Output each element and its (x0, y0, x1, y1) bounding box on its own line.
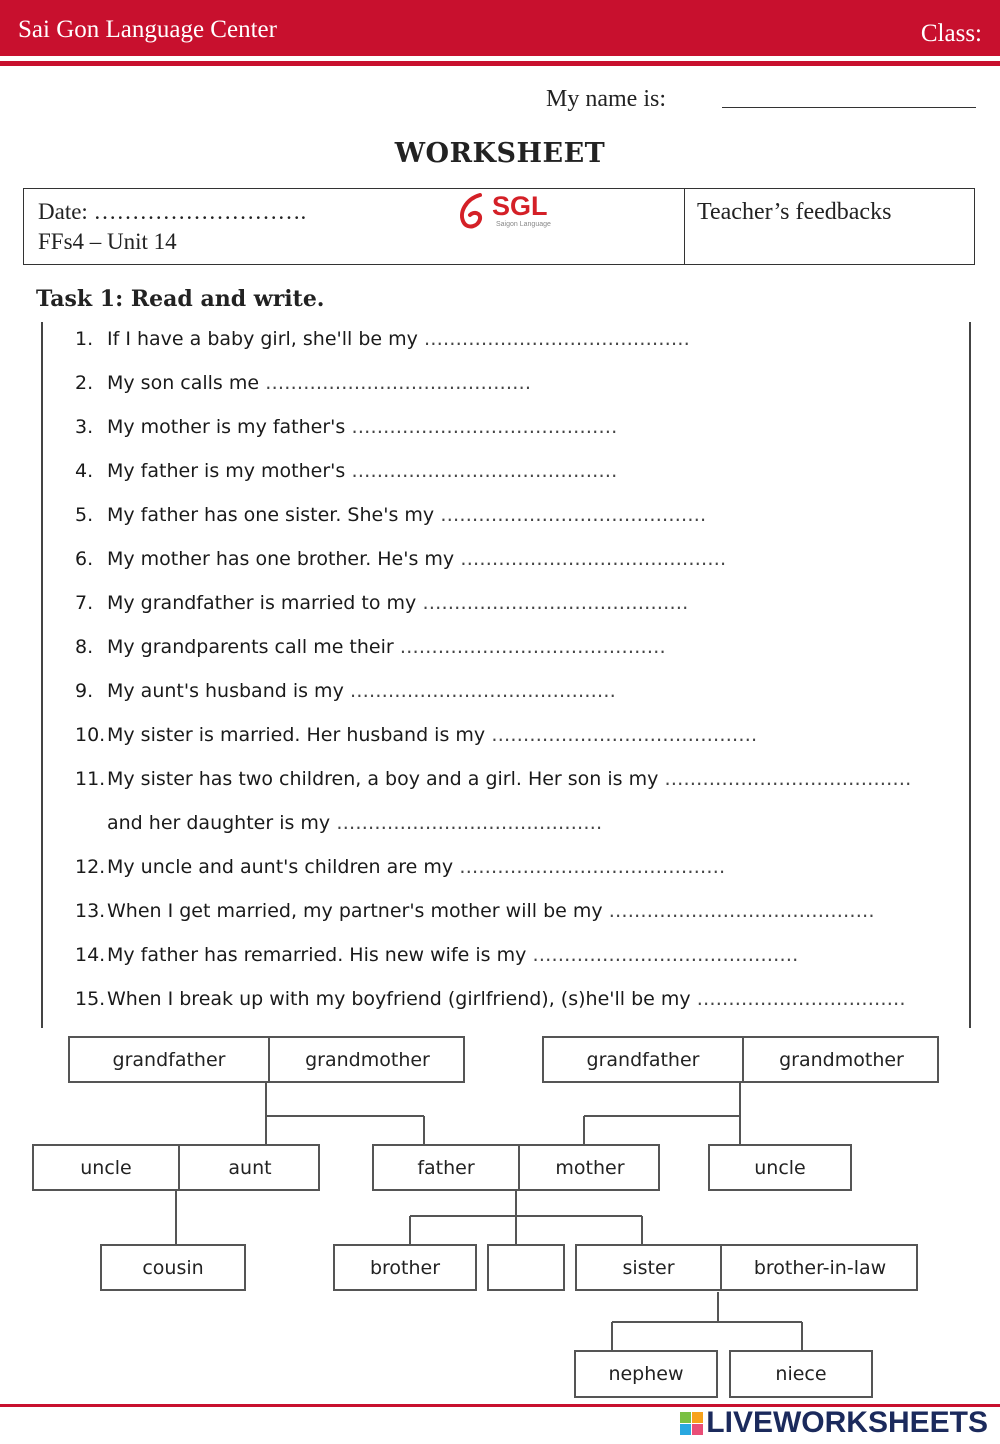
answer-blank[interactable]: …………………………………… (399, 636, 666, 658)
question-text: If I have a baby girl, she'll be my (107, 328, 418, 350)
question-item (75, 900, 875, 930)
sister-couple-node (575, 1244, 918, 1291)
task-title: Task 1: Read and write. (36, 286, 325, 312)
info-table (23, 188, 975, 265)
niece: niece (775, 1363, 827, 1385)
question-text: When I get married, my partner's mother will be my (107, 900, 603, 922)
cousin: cousin (142, 1256, 204, 1279)
question-number: 10. (75, 724, 106, 746)
grandmother-right: grandmother (742, 1038, 939, 1081)
question-item (75, 944, 798, 974)
question-item (75, 504, 706, 534)
unit-label: FFs4 – Unit 14 (38, 229, 177, 254)
question-number: 13. (75, 900, 106, 922)
question-text: and her daughter is my (107, 812, 331, 834)
answer-blank[interactable]: …………………………………… (423, 328, 690, 350)
question-item (75, 856, 725, 886)
question-number: 8. (75, 636, 94, 658)
question-item (75, 636, 666, 666)
question-text: My aunt's husband is my (107, 680, 344, 702)
question-item (75, 724, 757, 754)
father: father (417, 1156, 475, 1179)
answer-blank[interactable]: …………………………………… (459, 856, 726, 878)
answer-blank[interactable]: …………………………………… (351, 416, 618, 438)
question-text: My sister is married. Her husband is my (107, 724, 486, 746)
question-text: My grandfather is married to my (107, 592, 417, 614)
name-input-line[interactable] (722, 107, 976, 108)
uncle-aunt-node (32, 1144, 320, 1191)
answer-blank[interactable]: …………………………………… (349, 680, 616, 702)
worksheet-title: WORKSHEET (394, 138, 606, 169)
uncle-right: uncle (754, 1156, 806, 1179)
question-text: My mother is my father's (107, 416, 346, 438)
question-number: 9. (75, 680, 94, 702)
logo-subtitle: Saigon Language (496, 221, 551, 228)
center-name: Sai Gon Language Center (18, 16, 277, 43)
question-item (75, 988, 906, 1018)
brother-in-law: brother-in-law (720, 1246, 918, 1289)
question-text: My father is my mother's (107, 460, 346, 482)
question-list (43, 322, 969, 1028)
answer-blank[interactable]: …………………………………… (336, 812, 603, 834)
grandmother-left: grandmother (268, 1038, 465, 1081)
family-tree (0, 1030, 1000, 1410)
grandfather-left: grandfather (112, 1048, 226, 1071)
question-number: 7. (75, 592, 94, 614)
header-bar (0, 0, 1000, 56)
question-text: My uncle and aunt's children are my (107, 856, 454, 878)
mother: mother (518, 1146, 660, 1189)
question-item (75, 416, 617, 446)
question-item (75, 680, 616, 710)
question-text: My mother has one brother. He's my (107, 548, 455, 570)
question-number: 4. (75, 460, 94, 482)
grandparents-left-node (68, 1036, 465, 1083)
question-text: When I break up with my boyfriend (girlfriend), (s)he'll be my (107, 988, 691, 1010)
info-left-cell (24, 189, 685, 264)
header-divider (0, 61, 1000, 66)
question-item (75, 592, 688, 622)
liveworksheets-logo-icon (680, 1412, 703, 1435)
question-number: 3. (75, 416, 94, 438)
teacher-feedback-label: Teacher’s feedbacks (697, 199, 892, 225)
nephew: nephew (608, 1363, 684, 1385)
sgl-logo-icon (456, 191, 492, 231)
answer-blank[interactable]: ………………………………… (664, 768, 912, 790)
grandparents-right-node (542, 1036, 939, 1083)
question-item (75, 768, 911, 798)
aunt: aunt (178, 1146, 320, 1189)
uncle-right-node (708, 1144, 852, 1191)
question-number: 2. (75, 372, 94, 394)
nephew-node (574, 1350, 718, 1398)
class-label: Class: (920, 20, 982, 47)
answer-blank[interactable]: …………………………… (696, 988, 906, 1010)
cousin-node (100, 1244, 246, 1291)
question-number: 5. (75, 504, 94, 526)
blank-answer[interactable] (489, 1246, 563, 1289)
sgl-logo (456, 191, 556, 231)
question-number: 12. (75, 856, 106, 878)
answer-blank[interactable]: …………………………………… (440, 504, 707, 526)
question-item (75, 328, 690, 358)
logo-text: SGL (492, 191, 548, 221)
questions-box (41, 322, 971, 1028)
brand-text: LIVEWORKSHEETS (706, 1406, 988, 1439)
brother-node (333, 1244, 477, 1291)
blank-node[interactable] (487, 1244, 565, 1291)
answer-blank[interactable]: …………………………………… (491, 724, 758, 746)
answer-blank[interactable]: …………………………………… (422, 592, 689, 614)
question-item (75, 812, 602, 842)
question-text: My son calls me (107, 372, 260, 394)
parents-node (372, 1144, 660, 1191)
question-item (75, 460, 617, 490)
question-number: 14. (75, 944, 106, 966)
niece-node (729, 1350, 873, 1398)
question-number: 15. (75, 988, 106, 1010)
question-item (75, 372, 531, 402)
question-text: My father has one sister. She's my (107, 504, 435, 526)
brother: brother (369, 1256, 441, 1279)
answer-blank[interactable]: …………………………………… (460, 548, 727, 570)
question-text: My grandparents call me their (107, 636, 394, 658)
question-item (75, 548, 726, 578)
question-number: 6. (75, 548, 94, 570)
question-text: My father has remarried. His new wife is my (107, 944, 527, 966)
liveworksheets-brand (680, 1406, 988, 1440)
name-label: My name is: (546, 86, 666, 112)
date-field: Date: ………………………. (38, 199, 307, 224)
question-number: 11. (75, 768, 106, 790)
answer-blank[interactable]: …………………………………… (608, 900, 875, 922)
answer-blank[interactable]: …………………………………… (532, 944, 799, 966)
grandfather-right: grandfather (586, 1048, 700, 1071)
question-text: My sister has two children, a boy and a girl. Her son is my (107, 768, 659, 790)
question-number: 1. (75, 328, 94, 350)
uncle-left: uncle (80, 1156, 132, 1179)
answer-blank[interactable]: …………………………………… (351, 460, 618, 482)
answer-blank[interactable]: …………………………………… (265, 372, 532, 394)
sister: sister (622, 1256, 675, 1279)
